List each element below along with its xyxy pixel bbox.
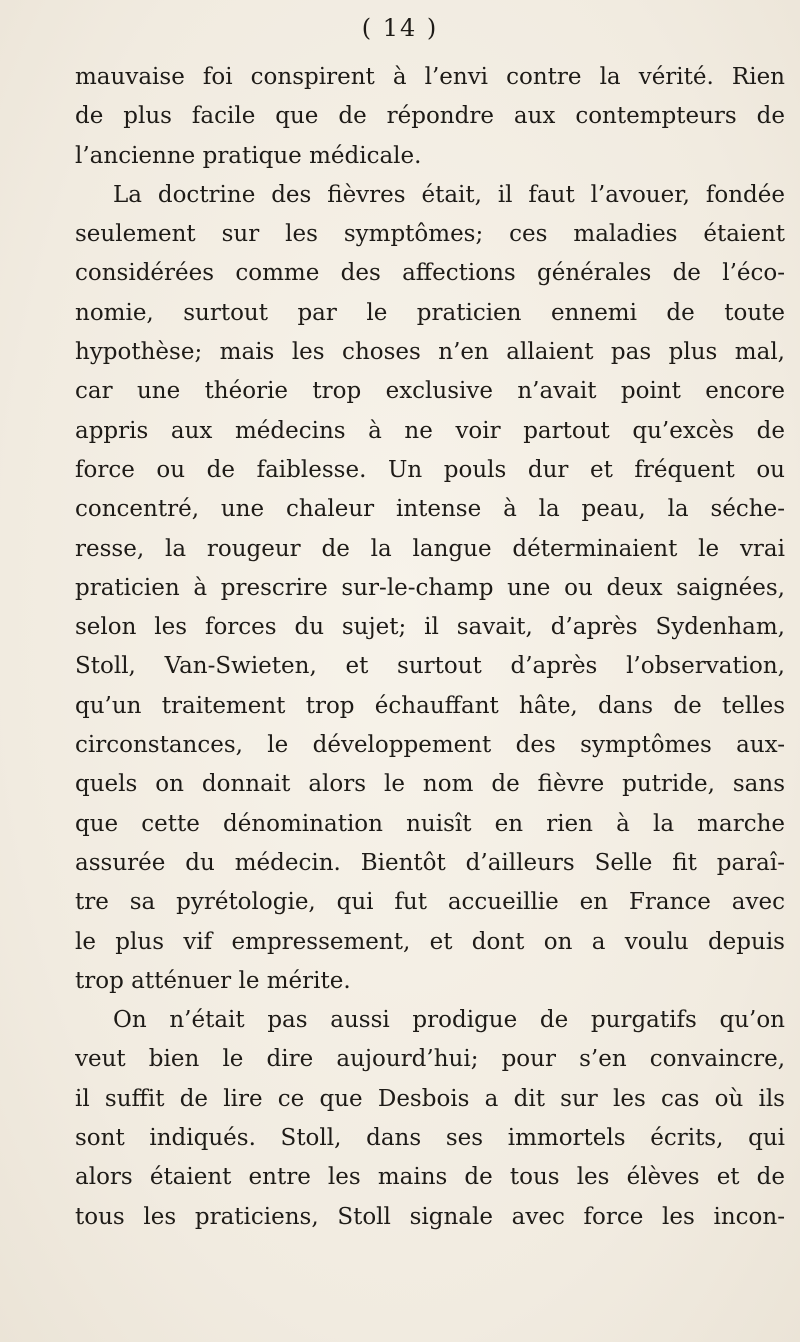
text-line: seulement sur les symptômes; ces maladies étaient bbox=[75, 221, 785, 248]
page-number: ( 14 ) bbox=[361, 14, 439, 42]
text-line: que cette dénomination nuisît en rien à la marche bbox=[75, 810, 785, 837]
text-line: Stoll, Van-Swieten, et surtout d’après l’observation, bbox=[75, 653, 785, 680]
text-line: hypothèse; mais les choses n’en allaient pas plus mal, bbox=[75, 339, 785, 366]
text-line: il suffit de lire ce que Desbois a dit sur les cas où ils bbox=[75, 1085, 785, 1112]
text-line: La doctrine des fièvres était, il faut l’avouer, fondée bbox=[113, 181, 785, 208]
text-line: trop atténuer le mérite. bbox=[75, 967, 351, 994]
text-line: mauvaise foi conspirent à l’envi contre la vérité. Rien bbox=[75, 64, 785, 90]
text-line: veut bien le dire aujourd’hui; pour s’en convaincre, bbox=[75, 1046, 785, 1073]
text-line: selon les forces du sujet; il savait, d’après Sydenham, bbox=[75, 614, 785, 641]
text-line: tous les praticiens, Stoll signale avec force les incon- bbox=[75, 1203, 785, 1230]
text-line: l’ancienne pratique médicale. bbox=[75, 142, 422, 169]
text-line: qu’un traitement trop échauffant hâte, dans de telles bbox=[75, 692, 785, 719]
text-line: force ou de faiblesse. Un pouls dur et fréquent ou bbox=[75, 456, 785, 483]
text-line: nomie, surtout par le praticien ennemi de toute bbox=[75, 299, 785, 326]
text-line: concentré, une chaleur intense à la peau, la séche- bbox=[75, 496, 785, 523]
text-line: quels on donnait alors le nom de fièvre putride, sans bbox=[75, 771, 785, 798]
text-line: praticien à prescrire sur-le-champ une ou deux saignées, bbox=[75, 574, 785, 601]
text-line: tre sa pyrétologie, qui fut accueillie en France avec bbox=[75, 889, 785, 916]
text-line: resse, la rougeur de la langue déterminaient le vrai bbox=[75, 535, 785, 562]
text-line: sont indiqués. Stoll, dans ses immortels écrits, qui bbox=[75, 1125, 785, 1152]
text-line: appris aux médecins à ne voir partout qu’excès de bbox=[75, 417, 785, 444]
text-line: assurée du médecin. Bientôt d’ailleurs Selle fit paraî- bbox=[75, 849, 785, 876]
text-line: alors étaient entre les mains de tous les élèves et de bbox=[75, 1164, 785, 1191]
text-line: On n’était pas aussi prodigue de purgatifs qu’on bbox=[113, 1007, 785, 1034]
text-line: circonstances, le développement des symptômes aux- bbox=[75, 732, 785, 759]
text-line: car une théorie trop exclusive n’avait point encore bbox=[75, 378, 785, 405]
text-line: considérées comme des affections générales de l’éco- bbox=[75, 260, 785, 287]
text-line: le plus vif empressement, et dont on a voulu depuis bbox=[75, 928, 785, 955]
text-line: de plus facile que de répondre aux contempteurs de bbox=[75, 103, 785, 130]
body-text bbox=[75, 58, 785, 1237]
